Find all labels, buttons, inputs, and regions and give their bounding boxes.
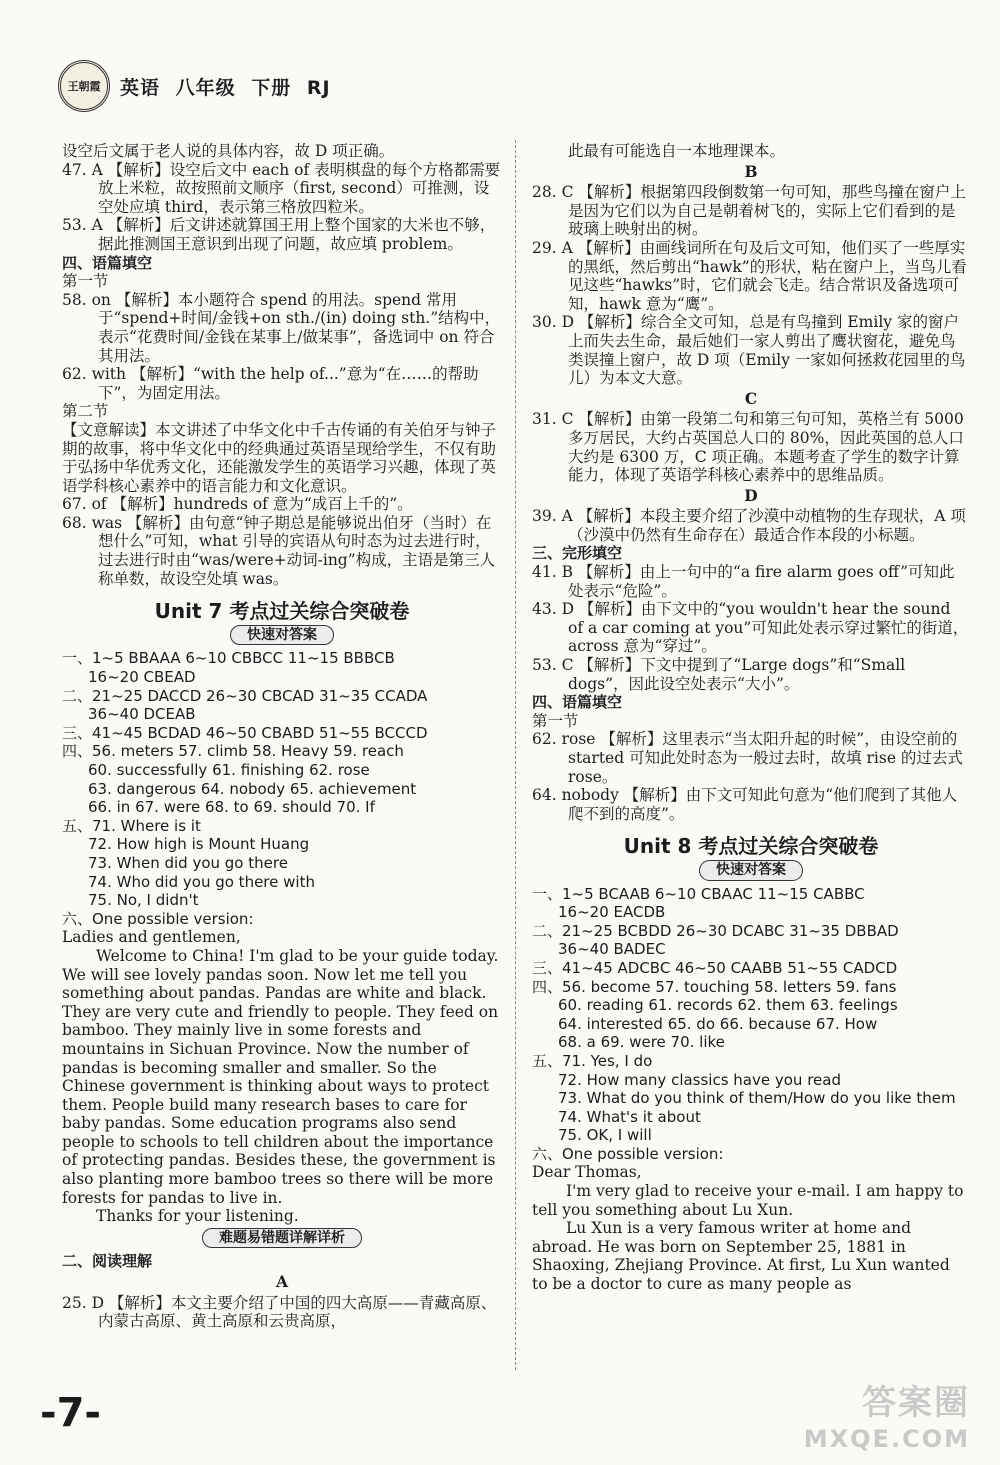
answer-item: 47. A 【解析】设空后文中 each of 表明棋盘的每个方格都需要放上米粒，故按照前文顺序（first, second）可推测，设空处应填 third，表示第三格放四粒米。 [62, 160, 501, 216]
answer-row: 60. reading 61. records 62. them 63. feelings [558, 996, 898, 1015]
answer-row: 三、41~45 ADCBC 46~50 CAABB 51~55 CADCD [532, 958, 898, 977]
watermark-title: 答案圈 [862, 1383, 970, 1423]
answer-item: 29. A 【解析】由画线词所在句及后文可知，他们买了一些厚实的黑纸，然后剪出“hawk”的形状，粘在窗户上，当鸟儿看见这些“hawks”时，它们就会飞走。结合常识及备选项可知，hawk 意为“鹰”。 [532, 238, 967, 313]
answer-row: 三、41~45 BCDAD 46~50 CBABD 51~55 BCCCD [62, 723, 428, 742]
term: 下册 [251, 76, 292, 99]
answer-row: 六、One possible version: [532, 1144, 724, 1163]
answer-item: 41. B 【解析】由上一句中的“a fire alarm goes off”可知此处表示“危险”。 [532, 563, 955, 600]
grade: 八年级 [175, 76, 236, 99]
answer-item: 25. D 【解析】本文主要介绍了中国的四大高原——青藏高原、内蒙古高原、黄土高原和云贵高原， [62, 1293, 497, 1331]
answer-text: 此最有可能选自一本地理课本。 [568, 142, 786, 160]
answer-item: 43. D 【解析】由下文中的“you wouldn't hear the sound of a car coming at you”可知此处表示穿过繁忙的街道，across 意为“穿过”。 [532, 600, 969, 656]
answer-item: 28. C 【解析】根据第四段倒数第一句可知，那些鸟撞在窗户上是因为它们以为自己是朝着树飞的，实际上它们看到的是玻璃上映射出的树。 [532, 183, 966, 239]
book-title [120, 73, 339, 100]
answer-row: 四、56. meters 57. climb 58. Heavy 59. reach [62, 742, 404, 761]
watermark-url: MXQE.COM [803, 1425, 970, 1453]
answer-row: 16~20 EACDB [558, 903, 666, 922]
passage-label: C [744, 388, 758, 408]
answer-row: 36~40 DCEAB [88, 705, 196, 724]
answer-row: 66. in 67. were 68. to 69. should 70. If [88, 798, 375, 817]
answer-item: 64. nobody 【解析】由下文可知此句意为“他们爬到了其他人爬不到的高度”。 [532, 786, 958, 823]
answer-row: 64. interested 65. do 66. because 67. How [558, 1014, 878, 1033]
answer-item: 39. A 【解析】本段主要介绍了沙漠中动植物的生存现状，A 项（沙漠中仍然有生命存在）最适合作本段的小标题。 [532, 507, 966, 544]
essay-closing: Thanks for your listening. [96, 1207, 299, 1226]
subject: 英语 [120, 76, 161, 99]
answer-row: 68. a 69. were 70. like [558, 1033, 725, 1052]
subsection-heading: 第一节 [62, 272, 109, 291]
answer-row: 二、21~25 BCBDD 26~30 DCABC 31~35 DBBAD [532, 921, 899, 940]
answer-item: 68. was 【解析】由句意“钟子期总是能够说出伯牙（当时）在想什么”可知，what 引导的宾语从句时态为过去进行时，过去进行时由“was/were+动词-ing”构成，主语是第三人称单数，故设空处填 was。 [62, 513, 496, 588]
watermark [804, 1385, 970, 1457]
answer-row: 73. When did you go there [88, 853, 288, 872]
quick-answers-label: 快速对答案 [699, 860, 803, 881]
subsection-heading: 第一节 [532, 711, 579, 730]
answer-row: 72. How high is Mount Huang [88, 835, 310, 854]
passage-label: D [744, 485, 758, 505]
answer-item: 62. with 【解析】“with the help of...”意为“在……的帮助下”，为固定用法。 [62, 365, 479, 402]
right-column [532, 142, 970, 1294]
passage-label: A [275, 1272, 289, 1292]
edition: RJ [306, 76, 331, 99]
left-column [62, 142, 502, 1331]
answer-row: 16~20 CBEAD [88, 668, 196, 687]
answer-row: 四、56. become 57. touching 58. letters 59. fans [532, 977, 897, 996]
answer-row: 75. No, I didn't [88, 891, 199, 910]
quick-answers-label: 快速对答案 [230, 625, 334, 646]
answer-text: 设空后文属于老人说的具体内容，故 D 项正确。 [62, 142, 395, 160]
answer-item: 30. D 【解析】综合全文可知，总是有鸟撞到 Emily 家的窗户上而失去生命，最后她们一家人剪出了鹰状窗花，避免鸟类误撞上窗户，故 D 项（Emily 一家如何拯救花园里的鸟儿）为本文大意。 [532, 313, 966, 388]
page-header [58, 60, 339, 112]
section-heading: 二、阅读理解 [62, 1252, 153, 1271]
answer-row: 74. What's it about [558, 1107, 701, 1126]
answer-row: 60. successfully 61. finishing 62. rose [88, 761, 370, 779]
answer-row: 74. Who did you go there with [88, 872, 315, 891]
answer-item: 53. C 【解析】下文中提到了“Large dogs”和“Small dogs”，因此设空处表示“大小”。 [532, 656, 906, 693]
letter-body: Lu Xun is a very famous writer at home and abroad. He was born on September 25, 1881 in Shaoxing, Zhejiang Province. At first, Lu Xun wanted to be a doctor to cure as many people as [532, 1219, 950, 1294]
answer-row: 36~40 BADEC [558, 940, 666, 959]
answer-row: 一、1~5 BCAAB 6~10 CBAAC 11~15 CABBC [532, 884, 865, 903]
section-heading: 三、完形填空 [532, 544, 623, 563]
page-number: -7- [40, 1390, 102, 1436]
answer-row: 73. What do you think of them/How do you like them [558, 1089, 956, 1108]
passage-label: B [744, 161, 758, 181]
subsection-heading: 第二节 [62, 402, 109, 421]
answer-row: 72. How many classics have you read [558, 1070, 841, 1089]
letter-body: I'm very glad to receive your e-mail. I am happy to tell you something about Lu Xun. [532, 1182, 964, 1219]
essay-greeting: Ladies and gentlemen, [62, 928, 241, 947]
brand-logo: 王朝霞 [58, 60, 110, 112]
answer-item: 53. A 【解析】后文讲述就算国王用上整个国家的大米也不够，据此推测国王意识到出现了问题，故应填 problem。 [62, 216, 496, 253]
answer-row: 75. OK, I will [558, 1126, 652, 1145]
answer-row: 六、One possible version: [62, 909, 254, 928]
section-heading: 四、语篇填空 [532, 693, 623, 712]
answer-row: 五、71. Yes, I do [532, 1051, 653, 1070]
answer-row: 五、71. Where is it [62, 816, 201, 835]
section-heading: 四、语篇填空 [62, 253, 153, 272]
answer-row: 63. dangerous 64. nobody 65. achievement [88, 779, 417, 798]
passage-interpretation: 【文意解读】本文讲述了中华文化中千古传诵的有关伯牙与钟子期的故事，将中华文化中的经典通过英语呈现给学生，不仅有助于弘扬中华优秀文化，还能激发学生的英语学习兴趣，体现了英语学科核心素养中的语言能力和文化意识。 [62, 420, 497, 495]
answer-item: 58. on 【解析】本小题符合 spend 的用法。spend 常用于“spend+时间/金钱+on sth./(in) doing sth.”结构中，表示“花费时间/金钱在某事上/做某事”，备选词中 on 符合其用法。 [62, 290, 501, 365]
detailed-analysis-label: 难题易错题详解详析 [202, 1228, 362, 1249]
essay-body: Welcome to China! I'm glad to be your guide today. We will see lovely pandas soon. Now let me tell you something about pandas. Pandas are white and black. They are very cute and friendly to people. They feed on bamboo. They mainly live in some forests and mountains in Sichuan Province. Now the number of pandas is becoming smaller and smaller. So the Chinese government is thinking about ways to protect them. People build many research bases to care for baby pandas. Some education programs also send people to schools to tell children about the importance of protecting pandas. Besides these, the government is also planting more bamboo trees so there will be more forests for pandas to live in. [62, 946, 499, 1207]
answer-item: 67. of 【解析】hundreds of 意为“成百上千的”。 [62, 495, 413, 514]
letter-greeting: Dear Thomas, [532, 1163, 642, 1182]
unit8-title: Unit 8 考点过关综合突破卷 [623, 834, 879, 859]
column-divider [515, 140, 516, 1370]
answer-item: 31. C 【解析】由第一段第二句和第三句可知，英格兰有 5000 多万居民，大约占英国总人口的 80%，因此英国的总人口大约是 6300 万，C 项正确。本题考查了学生的数字计算能力，体现了英语学科核心素养中的思维品质。 [532, 410, 964, 485]
answer-item: 62. rose 【解析】这里表示“当太阳升起的时候”，由设空前的 started 可知此处时态为一般过去时，故填 rise 的过去式 rose。 [532, 730, 963, 786]
answer-row: 二、21~25 DACCD 26~30 CBCAD 31~35 CCADA [62, 686, 428, 705]
unit7-title: Unit 7 考点过关综合突破卷 [154, 599, 410, 624]
answer-row: 一、1~5 BBAAA 6~10 CBBCC 11~15 BBBCB [62, 649, 395, 668]
